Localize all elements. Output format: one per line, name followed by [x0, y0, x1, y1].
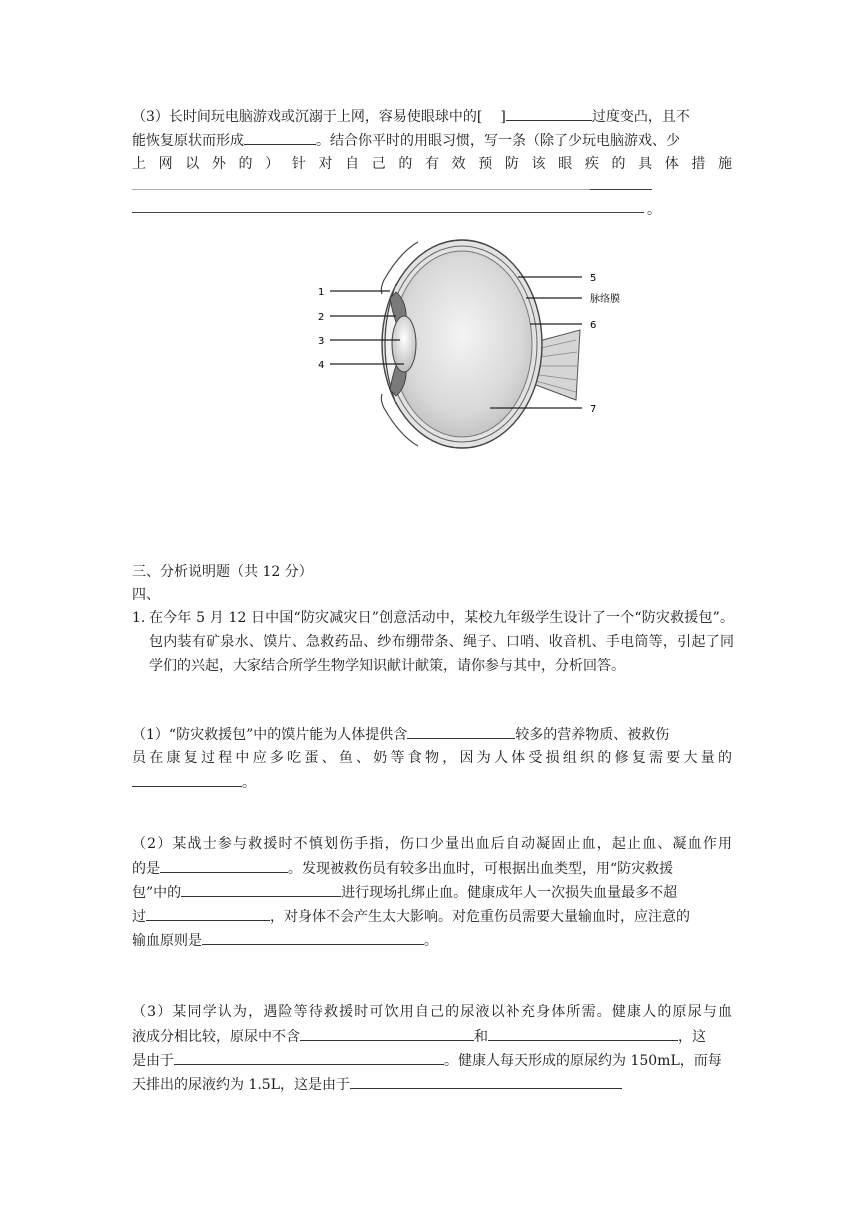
answer-blank-filtration[interactable]	[174, 1048, 444, 1065]
sub1-text-b: 较多的营养物质、被救伤	[515, 727, 670, 743]
label-4: 4	[318, 360, 325, 371]
q3-text-b: ]	[500, 109, 506, 125]
q3-eye-line2	[132, 128, 732, 153]
q3-period: 。	[647, 202, 661, 218]
answer-line-measure-2[interactable]	[132, 212, 644, 213]
question-1	[132, 606, 734, 678]
sub3-text-c: ，这	[678, 1029, 706, 1045]
sub2-line2	[132, 856, 732, 881]
question-1-text: 在今年 5 月 12 日中国“防灾减灾日”创意活动中，某校九年级学生设计了一个“防灾救援包”。包内装有矿泉水、馍片、急救药品、纱布绷带条、绳子、口哨、收音机、手电筒等，引起了同学们的兴起，大家结合所学生物学知识献计献策，请你参与其中，分析回答。	[149, 610, 734, 674]
label-2: 2	[318, 312, 325, 323]
answer-blank-nutrient[interactable]	[407, 722, 515, 739]
sub1-line2: 员在康复过程中应多吃蛋、鱼、奶等食物，因为人体受损组织的修复需要大量的	[132, 750, 732, 766]
q3-eye-line1	[132, 104, 732, 129]
answer-blank-urine-1[interactable]	[300, 1024, 474, 1041]
sub2-line5	[132, 928, 732, 953]
label-7: 7	[590, 404, 597, 415]
sub1-text-a: （1）“防灾救援包”中的馍片能为人体提供含	[132, 727, 408, 743]
sub3-line4	[132, 1072, 732, 1097]
answer-blank-bandage[interactable]	[181, 880, 341, 897]
sub2-period: 。	[424, 933, 438, 949]
label-6: 6	[590, 320, 597, 331]
sub2-text-b: 。发现被救伤员有较多出血时，可根据出血类型，用“防灾救援	[288, 861, 674, 877]
sub3-line1: （3）某同学认为，遇险等待救援时可饮用自己的尿液以补充身体所需。健康人的原尿与血	[132, 1004, 732, 1020]
section-four: 四、	[132, 587, 160, 603]
sub2-text-e: 过	[132, 909, 146, 925]
answer-blank-reabsorption[interactable]	[350, 1072, 622, 1089]
answer-blank-disease[interactable]	[244, 128, 316, 145]
sub3-text-a: 液成分相比较，原尿中不含	[132, 1029, 300, 1045]
sub2-line3	[132, 880, 732, 905]
sub1-period: 。	[242, 775, 256, 791]
sub2-text-a: 的是	[132, 861, 160, 877]
answer-blank-protein[interactable]	[132, 770, 242, 787]
sub3-line2	[132, 1024, 732, 1049]
bracket-space	[482, 105, 500, 121]
sub3-line3	[132, 1048, 732, 1073]
label-5: 5	[590, 273, 597, 284]
answer-blank-structure[interactable]	[506, 104, 592, 121]
label-3: 3	[318, 336, 325, 347]
q3-text-a: （3）长时间玩电脑游戏或沉溺于上网，容易使眼球中的[	[132, 109, 483, 125]
sub3-text-b: 和	[474, 1029, 488, 1045]
answer-blank-urine-2[interactable]	[488, 1024, 678, 1041]
answer-blank-blood-volume[interactable]	[146, 904, 270, 921]
answer-line-measure-1b	[590, 189, 652, 190]
sub1-line1	[132, 722, 732, 747]
q3-text-e: 。结合你平时的用眼习惯，写一条（除了少玩电脑游戏、少	[316, 133, 680, 149]
answer-blank-platelet[interactable]	[160, 856, 288, 873]
answer-line-measure-1[interactable]	[132, 189, 652, 190]
sub2-text-f: ，对身体不会产生太大影响。对危重伤员需要大量输血时，应注意的	[270, 909, 690, 925]
label-choroid: 脉络膜	[590, 294, 620, 305]
sub1-line3	[132, 770, 732, 795]
eyeball-diagram	[300, 232, 640, 457]
q3-eye-line3: 上网以外的）针对自己的有效预防该眼疾的具体措施	[132, 156, 732, 172]
sub2-line1: （2）某战士参与救援时不慎划伤手指，伤口少量出血后自动凝固止血，起止血、凝血作用	[132, 836, 732, 852]
section-title: 三、分析说明题（共 12 分）	[132, 564, 313, 580]
sub2-text-d: 进行现场扎绑止血。健康成年人一次损失血量最多不超	[341, 885, 678, 901]
question-number: 1.	[132, 610, 146, 626]
answer-blank-transfusion[interactable]	[202, 928, 424, 945]
sub2-line4	[132, 904, 732, 929]
q3-text-c: 过度变凸，且不	[591, 109, 690, 125]
sub3-text-f: 天排出的尿液约为 1.5L，这是由于	[132, 1077, 351, 1093]
sub3-text-e: 。健康人每天形成的原尿约为 150mL，而每	[444, 1053, 722, 1069]
label-1: 1	[318, 287, 325, 298]
q3-text-d: 能恢复原状而形成	[132, 133, 244, 149]
sub2-text-g: 输血原则是	[132, 933, 202, 949]
sub3-text-d: 是由于	[132, 1053, 174, 1069]
sub2-text-c: 包”中的	[132, 885, 182, 901]
